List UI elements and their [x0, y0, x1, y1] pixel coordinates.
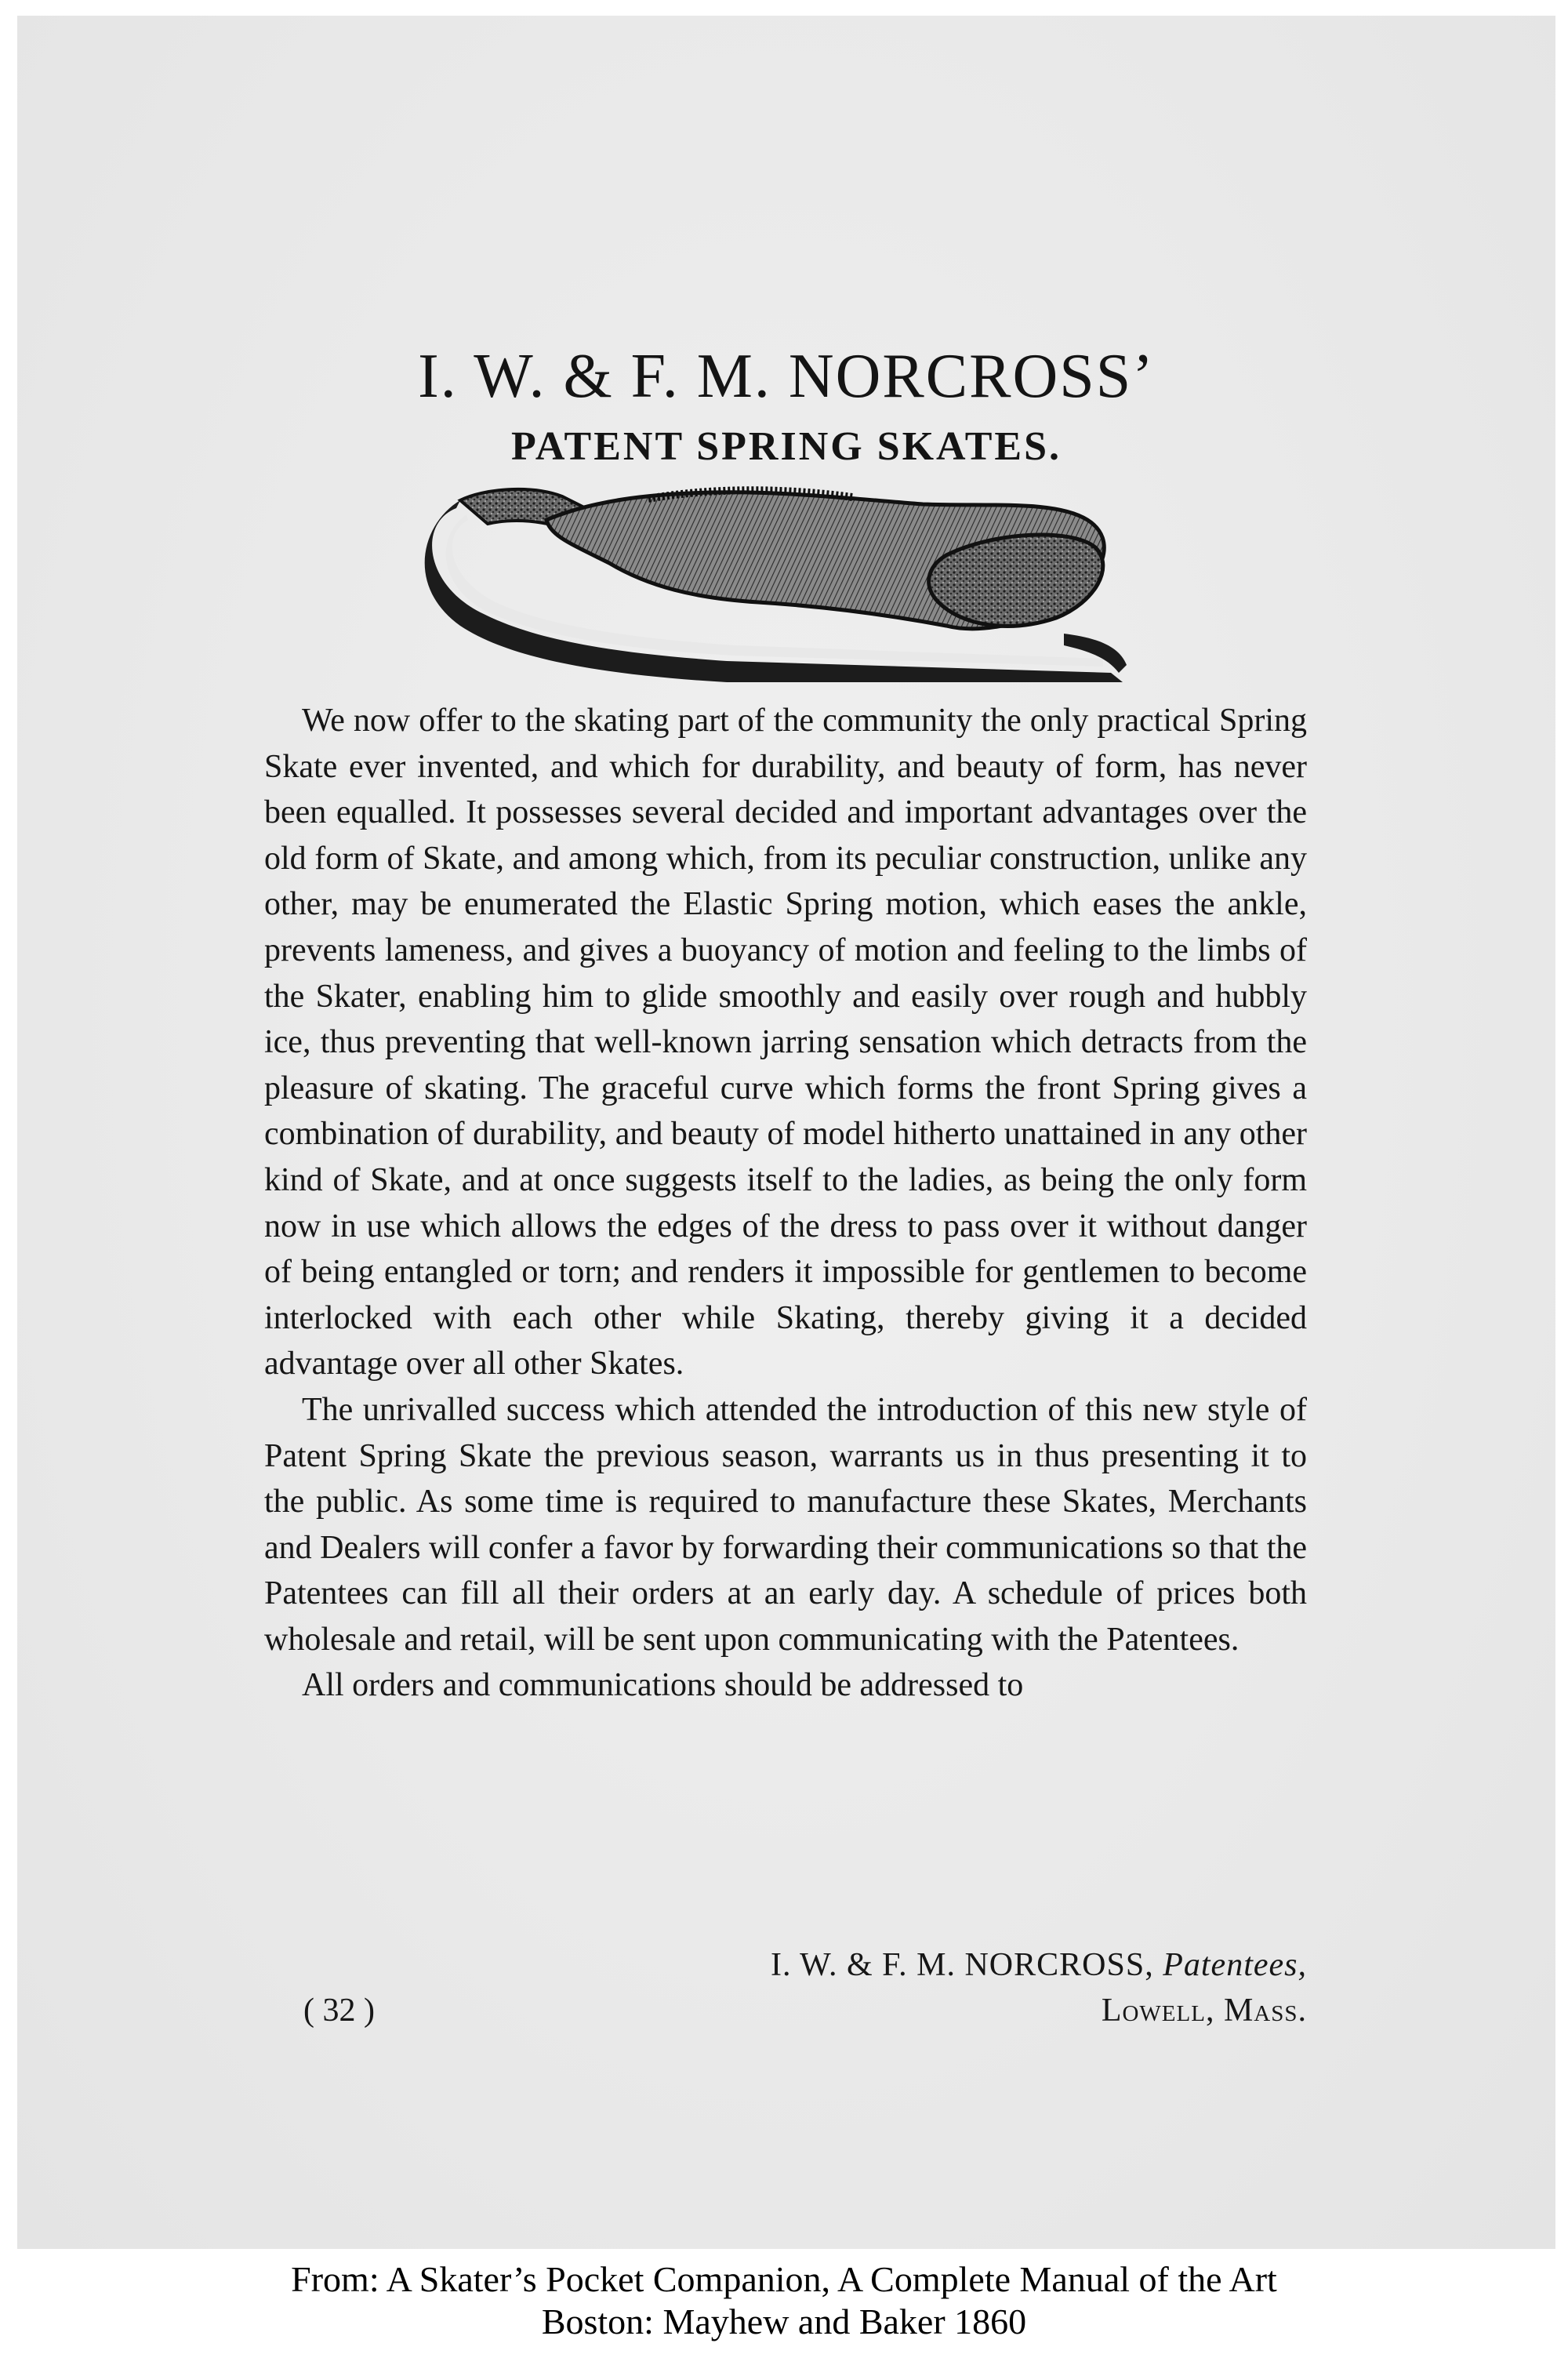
signature-place: Lowell, Mass.: [1101, 1993, 1307, 2029]
body-paragraph-3: All orders and communications should be addressed to: [302, 1667, 1024, 1704]
advert-subtitle: PATENT SPRING SKATES.: [510, 424, 1062, 469]
signature-name: I. W. & F. M. NORCROSS,: [770, 1947, 1154, 1983]
scanned-page: [17, 16, 1555, 2249]
signature-block: [264, 1946, 1307, 2048]
advert-title: I. W. & F. M. NORCROSS’: [418, 342, 1155, 411]
caption-line-2: Boston: Mayhew and Baker 1860: [541, 2301, 1027, 2341]
spring-skate-illustration: [413, 477, 1150, 688]
caption-line-1: From: A Skater’s Pocket Companion, A Complete Manual of the Art: [291, 2259, 1277, 2299]
body-paragraph-2: The unrivalled success which attended the introduction of this new style of Patent Spring Skate the previous season, warrants us in thus presenting it to the public. As some time is required to manufacture these Skates, Merchants and Dealers will confer a favor by forwarding their communications so that the Patentees can fill all their orders at an early day. A schedule of prices both wholesale and retail, will be sent upon communicating with the Patentees.: [264, 1391, 1307, 1658]
signature-line: [771, 1946, 1307, 1984]
advert-body: [264, 698, 1307, 1709]
signature-role: Patentees,: [1163, 1947, 1307, 1983]
body-paragraph-1: We now offer to the skating part of the community the only practical Spring Skate ever invented, and which for durability, and beauty of form, has never been equalled. It possesses several decided and important advantages over the old form of Skate, and among which, from its peculiar construction, unlike any other, may be enumerated the Elastic Spring motion, which eases the ankle, prevents lameness, and gives a buoyancy of motion and feeling to the limbs of the Skater, enabling him to glide smoothly and easily over rough and hubbly ice, thus preventing that well-known jarring sensation which detracts from the pleasure of skating. The graceful curve which forms the front Spring gives a combination of durability, and beauty of model hitherto unattained in any other kind of Skate, and at once suggests itself to the ladies, as being the only form now in use which allows the edges of the dress to pass over it without danger of being entangled or torn; and renders it impossible for gentlemen to become interlocked with each other while Skating, thereby giving it a decided advantage over all other Skates.: [264, 703, 1307, 1382]
page-number: ( 32 ): [303, 1993, 375, 2029]
source-caption: [0, 2258, 1568, 2343]
